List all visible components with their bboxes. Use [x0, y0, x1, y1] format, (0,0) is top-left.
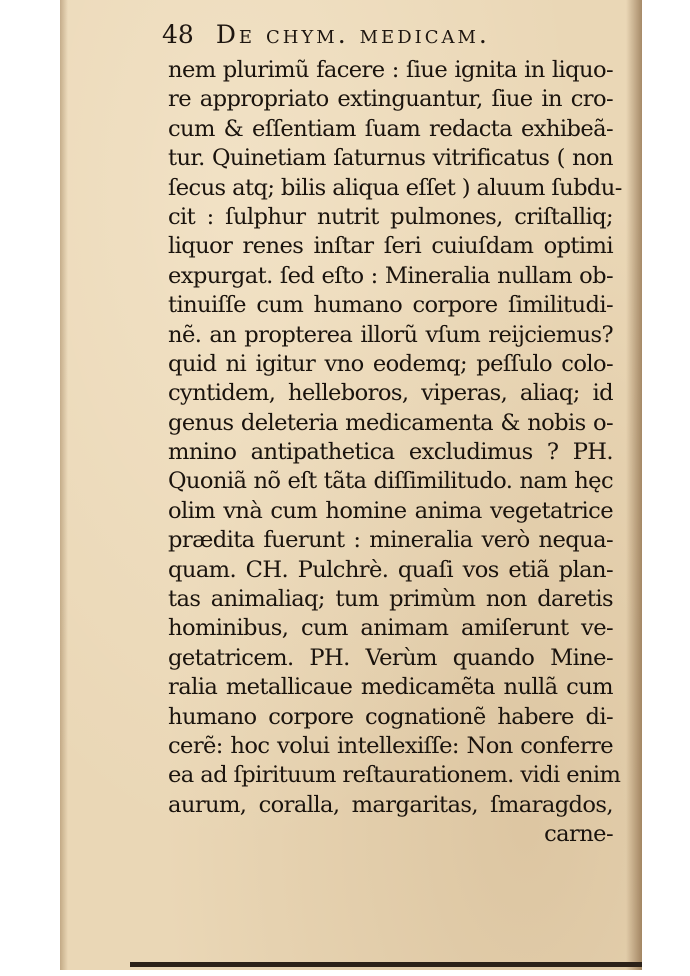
text-line: prædita fuerunt : mineralia verò nequa- [168, 527, 613, 554]
text-line: tinuiſſe cum humano corpore ſimilitudi- [168, 292, 613, 319]
text-line: tas animaliaq; tum primùm non daretis [168, 586, 613, 613]
page-number: 48 [162, 20, 194, 49]
text-line: cyntidem, helleboros, viperas, aliaq; id [168, 380, 613, 407]
body-text [168, 56, 622, 850]
text-line: getatricem. PH. Verùm quando Mine- [168, 644, 613, 671]
text-line: Quoniã nõ eſt tãta diſſimilitudo. nam hęc [168, 468, 613, 495]
text-line: cerẽ: hoc volui intellexiſſe: Non conferre [168, 732, 613, 759]
text-line: ea ad ſpirituum reſtaurationem. vidi enim [168, 762, 621, 789]
text-line: ſecus atq; bilis aliqua eſſet ) aluum ſubdu- [168, 174, 622, 201]
text-line: ralia metallicaue medicamẽta nullã cum [168, 674, 613, 701]
text-line: cit : ſulphur nutrit pulmones, criſtalliq; [168, 203, 613, 230]
text-line: re appropriato extinguantur, ſiue in cro- [168, 86, 613, 113]
page-shadow-left [60, 0, 68, 970]
catchword: carne- [544, 821, 613, 848]
text-line: cum & eſſentiam ſuam redacta exhibeã- [168, 115, 613, 142]
text-line: nẽ. an propterea illorũ vſum reijciemus? [168, 321, 613, 348]
running-head: De chym. medicam. [215, 20, 490, 49]
text-line: olim vnà cum homine anima vegetatrice [168, 497, 613, 524]
text-line: tur. Quinetiam ſaturnus vitrificatus ( non [168, 145, 613, 172]
text-line: liquor renes inſtar ſeri cuiuſdam optimi [168, 233, 613, 260]
text-line: quid ni igitur vno eodemq; peſſulo colo- [168, 350, 613, 377]
text-line: hominibus, cum animam amiſerunt ve- [168, 615, 613, 642]
text-line: genus deleteria medicamenta & nobis o- [168, 409, 613, 436]
text-line: aurum, coralla, margaritas, ſmaragdos, [168, 791, 613, 818]
text-line: humano corpore cognationẽ habere di- [168, 703, 613, 730]
page-fold-shadow [626, 0, 642, 970]
running-header [162, 20, 622, 52]
text-line: expurgat. ſed eſto : Mineralia nullam ob- [168, 262, 613, 289]
page-bottom-edge [130, 962, 642, 967]
text-line: mnino antipathetica excludimus ? PH. [168, 439, 613, 466]
text-line: nem plurimũ facere : ſiue ignita in liquo- [168, 57, 613, 83]
text-line: quam. CH. Pulchrè. quaſi vos etiã plan- [168, 556, 613, 583]
